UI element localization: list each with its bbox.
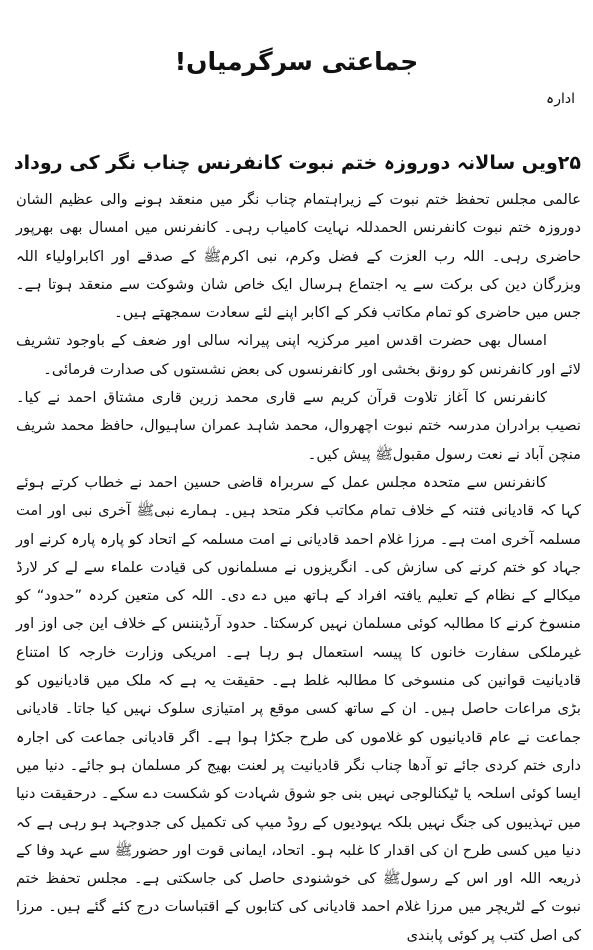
article-body <box>16 186 581 950</box>
article-byline: ادارہ <box>546 91 575 107</box>
article-title: جماعتی سرگرمیاں! <box>174 47 419 76</box>
article-subtitle: ۲۵ویں سالانہ دوروزہ ختم نبوت کانفرنس چناب نگر کی روداد <box>13 152 581 174</box>
paragraph: کانفرنس سے متحدہ مجلس عمل کے سربراہ قاضی حسین احمد نے خطاب کرتے ہوئے کہا کہ قادیانی فتنہ کے خلاف تمام مکاتب فکر متحد ہیں۔ ہمارے نبیﷺ آخری نبی اور امت مسلمہ آخری امت ہے۔ مرزا غلام احمد قادیانی نے امت مسلمہ کے اتحاد کو پارہ پارہ کرنے اور جہاد کو ختم کرنے کی سازش کی۔ انگریزوں نے مسلمانوں کی قیادت علماء سے لے کر لارڈ میکالے کے نظام کے تعلیم یافتہ افراد کے ہاتھ میں دے دی۔ اللہ کی متعین کردہ ”حدود“ کو منسوخ کرنے کا مطالبہ کوئی مسلمان نہیں کرسکتا۔ حدود آرڈیننس کے خلاف این جی اوز اور غیرملکی سفارت خانوں کا پیسہ استعمال ہو رہا ہے۔ امریکی وزارت خارجہ کا امتناع قادیانیت قوانین کی منسوخی کا مطالبہ غلط ہے۔ حقیقت یہ ہے کہ ملک میں قادیانیوں کو بڑی مراعات حاصل ہیں۔ ان کے ساتھ کسی موقع پر امتیازی سلوک نہیں کیا جاتا۔ قادیانی جماعت نے عام قادیانیوں کو غلاموں کی طرح جکڑا ہوا ہے۔ اگر قادیانی جماعت کی اجارہ داری ختم کردی جائے تو آدھا چناب نگر قادیانیت پر لعنت بھیج کر مسلمان ہو جائے۔ دنیا میں ایسا کوئی اسلحہ یا ٹیکنالوجی نہیں بنی جو شوق شہادت کو شکست دے سکے۔ درحقیقت دنیا میں تہذیبوں کی جنگ نہیں بلکہ یہودیوں کے روڈ میپ کی تکمیل کی جدوجہد ہو رہی ہے کہ دنیا میں کسی طرح ان کی اقدار کا غلبہ ہو۔ اتحاد، ایمانی قوت اور حضورﷺ سے عہد وفا کے ذریعہ اللہ اور اس کے رسولﷺ کی خوشنودی حاصل کی جاسکتی ہے۔ مجلس تحفظ ختم نبوت کے لٹریچر میں مرزا غلام احمد قادیانی کی کتابوں کے اقتباسات درج کئے گئے ہیں۔ مرزا کی اصل کتب پر کوئی پابندی <box>16 473 581 944</box>
paragraph: امسال بھی حضرت اقدس امیر مرکزیہ اپنی پیرانہ سالی اور ضعف کے باوجود تشریف لائے اور کانفرنس کو رونق بخشی اور کانفرنسوں کی بعض نشستوں کی صدارت فرمائی۔ <box>16 332 581 378</box>
paragraph: عالمی مجلس تحفظ ختم نبوت کے زیراہتمام چناب نگر میں منعقد ہونے والی عظیم الشان دوروزہ ختم نبوت کانفرنس الحمدللہ نہایت کامیاب رہی۔ کانفرنس میں امسال بھی بھرپور حاضری رہی۔ اللہ رب العزت کے فضل وکرم، نبی اکرمﷺ کے صدقے اور اکابراولیاء اللہ وبزرگان دین کی برکت سے یہ اجتماع ہرسال ایک خاص شان وشوکت سے منعقد ہوتا ہے۔ جس میں حاضری کو تمام مکاتب فکر کے اکابر اپنے لئے سعادت سمجھتے ہیں۔ <box>16 191 581 322</box>
paragraph: کانفرنس کا آغاز تلاوت قرآن کریم سے قاری محمد زرین قاری مشتاق احمد نے کیا۔ نصیب برادران مدرسہ ختم نبوت اچھروال، محمد شاہد عمران ساہیوال، حافظ محمد شریف منچن آباد نے نعت رسول مقبولﷺ پیش کیں۔ <box>16 389 581 463</box>
